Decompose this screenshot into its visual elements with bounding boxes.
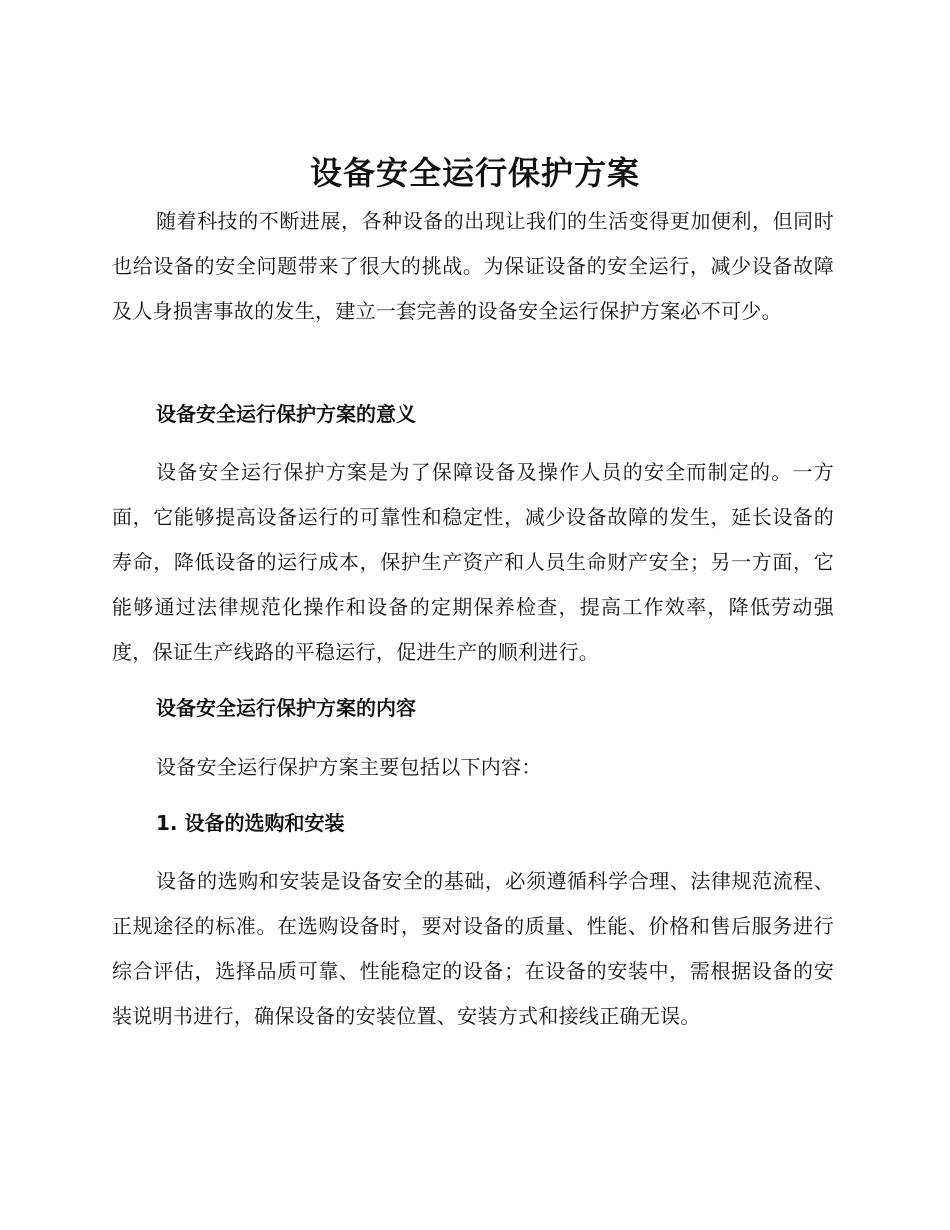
procurement-paragraph: 设备的选购和安装是设备安全的基础，必须遵循科学合理、法律规范流程、正规途径的标准。在选购设备时，要对设备的质量、性能、价格和售后服务进行综合评估，选择品质可靠、性能稳定的设备；在设备的安装中，需根据设备的安装说明书进行，确保设备的安装位置、安装方式和接线正确无误。 (112, 869, 834, 1028)
section-heading-content: 设备安全运行保护方案的内容 (156, 696, 416, 720)
section-heading-significance: 设备安全运行保护方案的意义 (156, 402, 416, 426)
document-title: 设备安全运行保护方案 (309, 154, 640, 192)
significance-paragraph: 设备安全运行保护方案是为了保障设备及操作人员的安全而制定的。一方面，它能够提高设备运行的可靠性和稳定性，减少设备故障的发生，延长设备的寿命，降低设备的运行成本，保护生产资产和人员生命财产安全；另一方面，它能够通过法律规范化操作和设备的定期保养检查，提高工作效率，降低劳动强度，保证生产线路的平稳运行，促进生产的顺利进行。 (112, 460, 834, 664)
item-heading-procurement: 1. 设备的选购和安装 (156, 811, 345, 835)
content-lead-paragraph: 设备安全运行保护方案主要包括以下内容： (156, 755, 542, 779)
intro-paragraph: 随着科技的不断进展，各种设备的出现让我们的生活变得更加便利，但同时也给设备的安全问题带来了很大的挑战。为保证设备的安全运行，减少设备故障及人身损害事故的发生，建立一套完善的设备安全运行保护方案必不可少。 (112, 209, 834, 323)
